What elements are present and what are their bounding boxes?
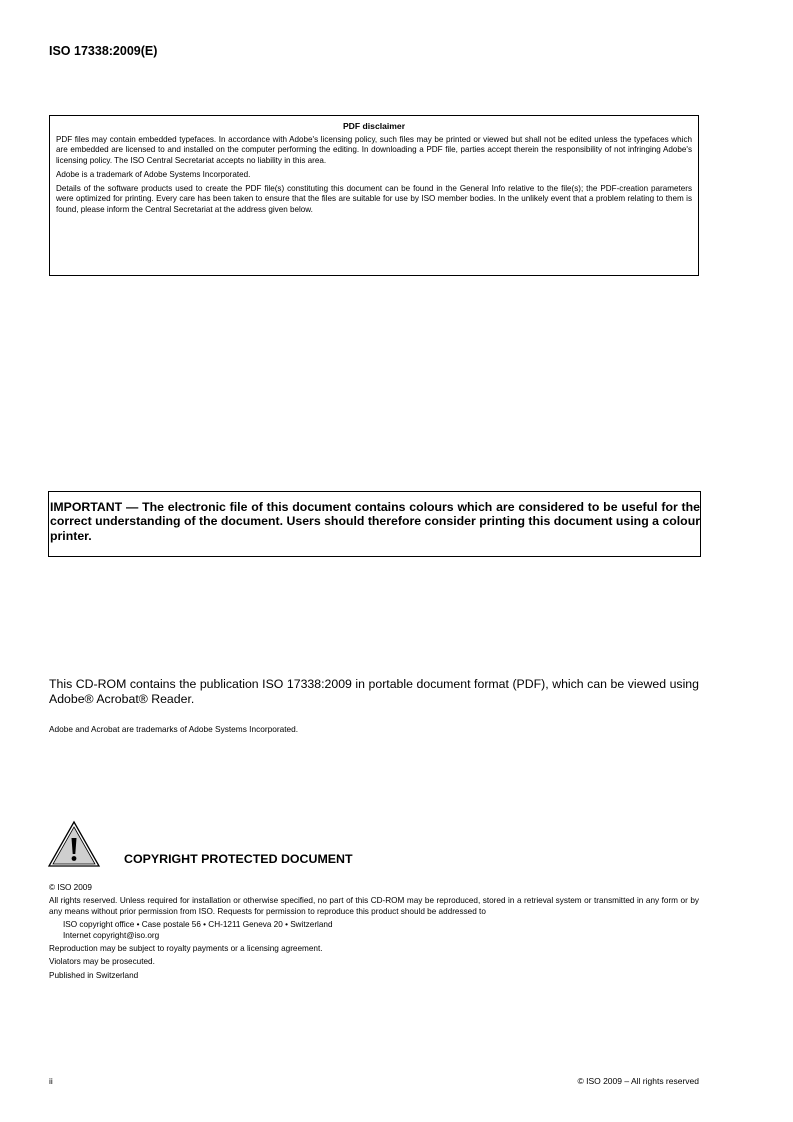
copyright-address: ISO copyright office • Case postale 56 • CH-1211 Geneva 20 • Switzerland bbox=[63, 920, 333, 930]
important-notice-text: IMPORTANT — The electronic file of this document contains colours which are considered to be useful for the correct understanding of the document. Users should therefore consider printing this document using a colour printer. bbox=[50, 500, 700, 543]
disclaimer-title: PDF disclaimer bbox=[342, 121, 406, 131]
disclaimer-paragraph-trademark: Adobe is a trademark of Adobe Systems Incorporated. bbox=[56, 169, 251, 179]
page-number: ii bbox=[49, 1076, 53, 1086]
copyright-published: Published in Switzerland bbox=[49, 970, 139, 980]
footer-rights: © ISO 2009 – All rights reserved bbox=[577, 1076, 699, 1086]
document-id: ISO 17338:2009(E) bbox=[49, 44, 158, 58]
copyright-violators: Violators may be prosecuted. bbox=[49, 957, 155, 967]
pdf-disclaimer-box bbox=[49, 115, 699, 276]
copyright-heading: COPYRIGHT PROTECTED DOCUMENT bbox=[124, 852, 353, 866]
copyright-internet: Internet copyright@iso.org bbox=[63, 930, 160, 940]
copyright-royalty: Reproduction may be subject to royalty payments or a licensing agreement. bbox=[49, 944, 323, 954]
disclaimer-paragraph-typefaces: PDF files may contain embedded typefaces. In accordance with Adobe's licensing policy, such files may be printed or viewed but shall not be edited unless the typefaces which are embedded are licensed to and installed on the computer performing the editing. In downloading a PDF file, parties accept therein the responsibility of not infringing Adobe's licensing policy. The ISO Central Secretariat accepts no liability in this area. bbox=[56, 135, 692, 165]
disclaimer-paragraph-details: Details of the software products used to create the PDF file(s) constituting this document can be found in the General Info relative to the file(s); the PDF-creation parameters were optimized for printing. Every care has been taken to ensure that the files are suitable for use by ISO member bodies. In the unlikely event that a problem relating to them is found, please inform the Central Secretariat at the address given below. bbox=[56, 184, 692, 214]
trademarks-note: Adobe and Acrobat are trademarks of Adobe Systems Incorporated. bbox=[49, 724, 299, 734]
warning-icon bbox=[47, 820, 101, 868]
cdrom-description: This CD-ROM contains the publication ISO 17338:2009 in portable document format (PDF), which can be viewed using Adobe® Acrobat® Reader. bbox=[49, 677, 699, 706]
copyright-rights: All rights reserved. Unless required for installation or otherwise specified, no part of this CD-ROM may be reproduced, stored in a retrieval system or transmitted in any form or by any means without prior permission from ISO. Requests for permission to reproduce this product should be addressed to bbox=[49, 896, 699, 916]
copyright-block bbox=[49, 883, 699, 984]
important-notice-box bbox=[48, 491, 701, 557]
copyright-year: © ISO 2009 bbox=[49, 883, 92, 892]
